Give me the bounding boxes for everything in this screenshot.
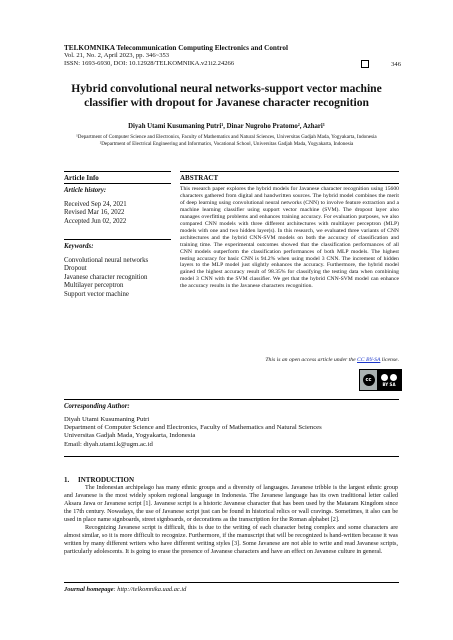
keyword: Multilayer perceptron [64,282,124,290]
affiliations [64,134,389,147]
cc-badge-text: BY SA [382,381,396,387]
cc-icon: cc [363,374,375,386]
introduction-body [64,484,398,556]
by-icon [381,374,388,381]
rule-keywords-above [64,239,171,240]
keyword: Dropout [64,265,87,273]
journal-homepage [64,586,186,593]
accepted-date: Accepted Jun 02, 2022 [64,217,127,225]
paper-title: Hybrid convolutional neural networks-support vector machine classifier with dropout for Javanese character recognition [71,82,382,109]
keywords-heading: Keywords: [64,243,94,250]
affiliation-1: ¹Department of Computer Science and Electronics, Faculty of Mathematics and Natural Sciences, Universitas Gadjah Mada, Yogyakarta, Indonesia [76,134,377,140]
corr-name: Diyah Utami Kusumaning Putri [64,416,150,423]
keyword: Support vector machine [64,290,129,298]
volume-line: Vol. 21, No. 2, April 2023, pp. 346~353 [64,52,170,59]
rule-top-right [180,171,399,172]
rule-abstract-under [180,183,399,184]
journal-header [64,44,404,68]
paragraph-2: Recognizing Javanese script is difficult, this is due to the writing of each character being complex and some characters are almost similar, so it is more difficult to recognize. Furthermore, if the manuscript that will be recognized is hand-written because it was written by many different writers who have different writing styles [3]. Some Javanese are not able to write and read Javanese scripts, particularly adolescents. It is going to erase the presence of Javanese characters and have an effect on Javanese culture in general. [64,525,398,556]
rule-corr-bottom [64,456,399,457]
homepage-label: Journal homepage [64,586,114,593]
page-box-icon [361,60,369,68]
corr-department: Department of Computer Science and Electronics, Faculty of Mathematics and Natural Sciences [64,424,322,432]
rule-info-under [64,183,171,184]
cc-license-badge[interactable] [359,369,402,391]
keyword: Convolutional neural networks [64,257,149,264]
history-heading: Article history: [64,187,107,194]
page-number: 346 [391,60,401,68]
rule-footer [64,582,399,583]
history-list [64,201,127,226]
revised-date: Revised Mar 16, 2022 [64,209,125,217]
rule-corr-top [64,399,399,400]
sa-icon [390,374,397,381]
corresponding-info [64,416,399,449]
abstract-heading: ABSTRACT [180,174,219,182]
cc-by-sa-link[interactable]: CC BY-SA [357,357,381,363]
corr-university: Universitas Gadjah Mada, Yogyakarta, Indonesia [64,432,196,440]
abstract-text: This research paper explores the hybrid models for Javanese character recognition using 15600 characters gathered from digital and handwritten sources. The hybrid model combines the merit of deep learning using convolutional neural networks (CNN) to involve feature extraction and a machine learning classifier using support vector machine (SVM). The dropout layer also manages overfitting problems and enhances training accuracy. For evaluation purposes, we also compared CNN models with three different architectures with multilayer perceptron (MLP) models with one and two hidden layer(s). In this research, we evaluated three variants of CNN architectures and the hybrid CNN-SVM models on both the accuracy of classification and training time. The experimental outcomes showed that the classification performances of all CNN models outperform the classification performances of both MLP models. The highest testing accuracy for basic CNN is 94.2% when using model 3 CNN. The increment of hidden layers to the MLP model just slightly enhances the accuracy. Furthermore, the hybrid model gained the highest accuracy result of 98.35% for classifying the testing data when combining model 3 CNN with the SVM classifier. We get that the hybrid CNN-SVM model can enhance the accuracy results in the Javanese characters recognition. [180,186,399,290]
homepage-url[interactable]: : http://telkomnika.uad.ac.id [113,586,187,593]
license-suffix: license. [380,357,399,363]
paragraph-1: The Indonesian archipelago has many ethnic groups and a diversity of languages. Javanese tribble is the largest ethnic group and Javanese is the most widely spoken regional language in Indonesia. The Javanese language has its own traditional letter called Aksara Jawa or Javanese script [1]. Javanese script is a historic Javanese character that has been used by the Mataram Kingdom since the 17th century. Nowadays, the use of Javanese script just can be found in historical relics or wall cravings. Sometimes, it also can be used in place name signboards, street signboards, or decorations as the transcription for the Roman alphabet [2]. [64,485,398,524]
article-info-heading: Article Info [64,174,99,182]
keywords-list [64,257,148,299]
received-date: Received Sep 24, 2021 [64,201,127,208]
header-right [361,60,401,68]
corresponding-heading: Corresponding Author: [64,403,130,410]
license-prefix: This is an open access article under the [265,357,358,363]
affiliation-2: ²Department of Electrical Engineering and Informatics, Vocational School, Universitas Gadjah Mada, Yogyakarta, Indonesia [99,140,354,147]
rule-top-left [64,171,171,172]
authors: Diyah Utami Kusumaning Putri¹, Dinar Nugroho Pratomo², Azhari¹ [128,123,325,130]
corr-email: Email: diyah.utami.k@ugm.ac.id [64,440,153,448]
keyword: Javanese character recognition [64,273,148,281]
license-line [180,357,399,363]
introduction-heading: 1. INTRODUCTION [64,476,135,484]
issn-line: ISSN: 1693-6930, DOI: 10.12928/TELKOMNIKA.v21i2.24266 [64,60,235,67]
journal-name: TELKOMNIKA Telecommunication Computing Electronics and Control [64,44,288,52]
